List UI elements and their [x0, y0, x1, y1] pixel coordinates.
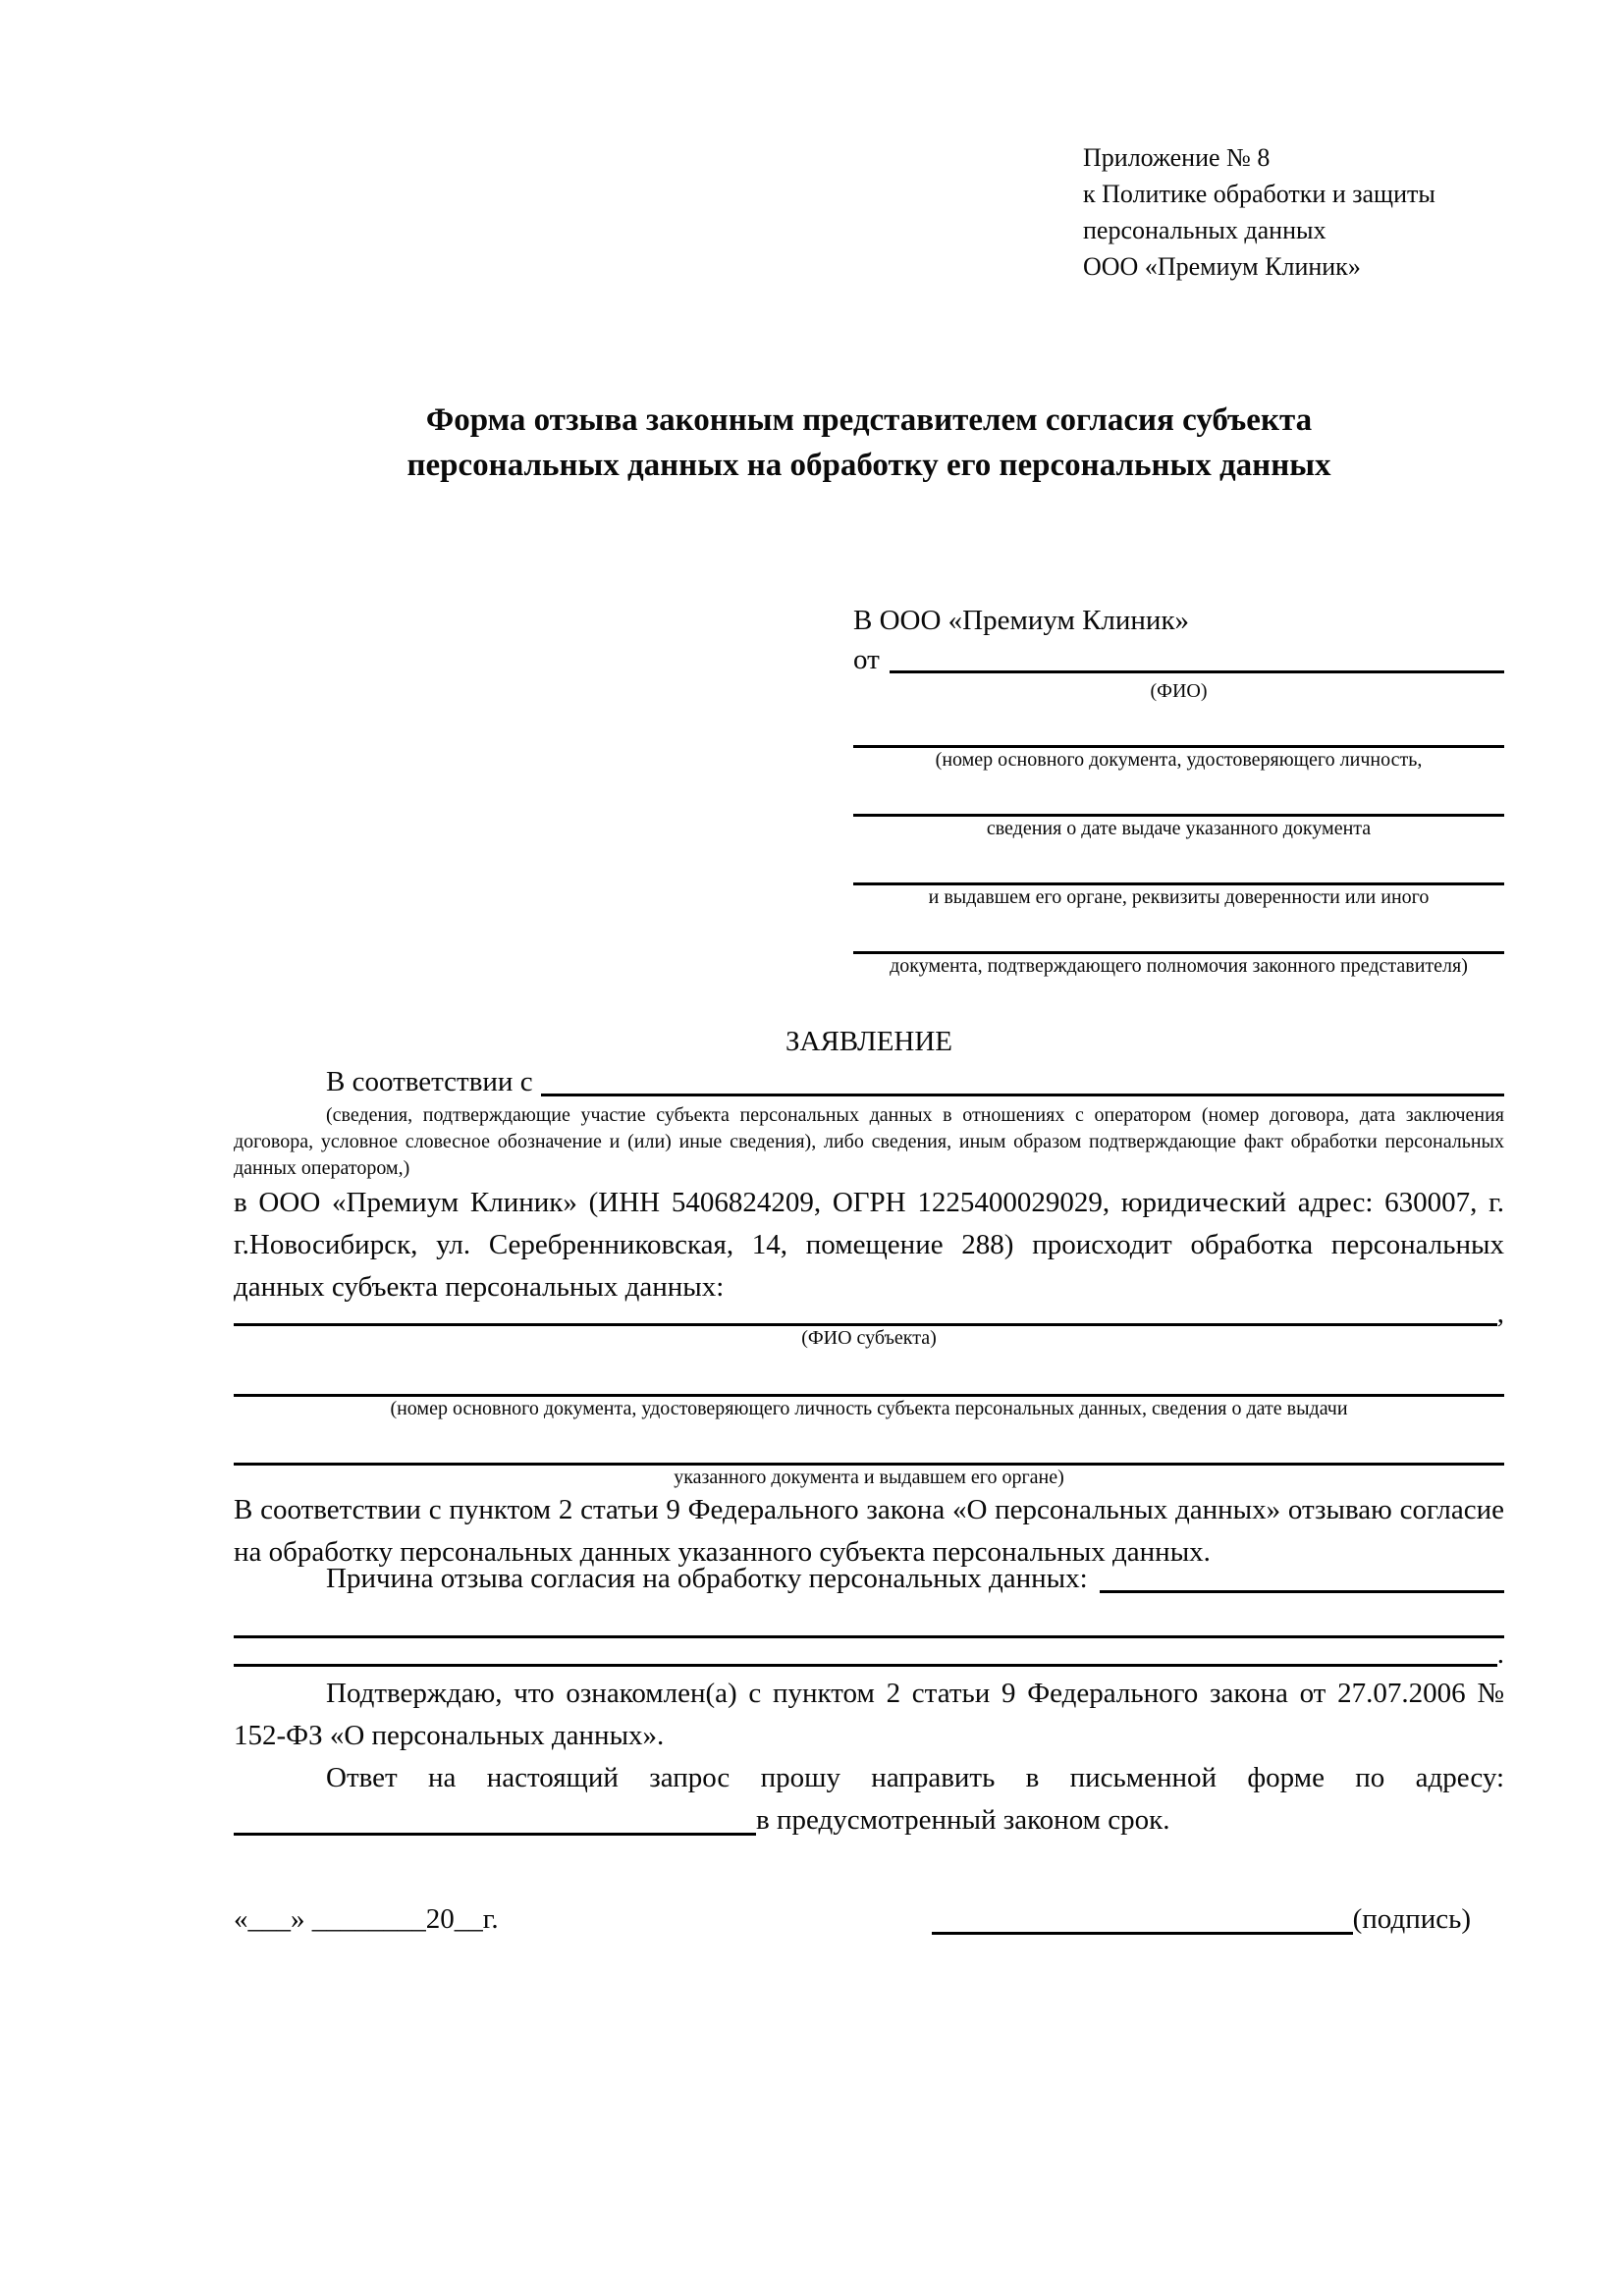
signature-row — [234, 1898, 1504, 1940]
representative-doc-field-2 — [853, 777, 1504, 840]
from-label: от — [853, 644, 880, 675]
reason-blank-field-2 — [234, 1638, 1504, 1670]
signature-caption: (подпись) — [1352, 1903, 1471, 1935]
statement-heading: ЗАЯВЛЕНИЕ — [785, 1026, 953, 1057]
signature-blank-line — [932, 1932, 1353, 1935]
reply-address-blank-line — [234, 1833, 756, 1836]
withdrawal-paragraph: В соответствии с пунктом 2 статьи 9 Федерального закона «О персональных данных» отзываю согласие на обработку персональных данных указанного субъекта персональных данных. — [234, 1494, 1504, 1568]
appendix-line-4: ООО «Премиум Клиник» — [1083, 252, 1361, 281]
reason-blank-line-2 — [234, 1664, 1497, 1667]
representative-doc-field-1 — [853, 709, 1504, 772]
representative-doc-caption-4: документа, подтверждающего полномочия законного представителя) — [890, 955, 1468, 977]
document-body — [234, 398, 1504, 1940]
representative-doc-field-4 — [853, 915, 1504, 978]
subject-doc-caption-1: (номер основного документа, удостоверяющего личность субъекта персональных данных, сведения о дате выдачи — [390, 1398, 1348, 1419]
representative-doc-blank-line-1 — [853, 709, 1504, 748]
subject-doc-field-2 — [234, 1424, 1504, 1466]
from-field — [853, 640, 1504, 679]
document-title: Форма отзыва законным представителем согласия субъекта персональных данных на обработку его персональных данных — [406, 402, 1331, 483]
representative-doc-caption-2: сведения о дате выдаче указанного документа — [986, 818, 1372, 839]
accordance-footnote: (сведения, подтверждающие участие субъекта персональных данных в отношениях с оператором (номер договора, дата заключения договора, условное словесное обозначение и (или) иные сведения), либо сведения, иным образом подтверждающие факт обработки персональных данных оператором,) — [234, 1104, 1504, 1179]
representative-doc-blank-line-4 — [853, 915, 1504, 954]
reason-blank-period: . — [1496, 1638, 1504, 1670]
appendix-note — [1083, 139, 1435, 285]
accordance-field — [234, 1061, 1504, 1102]
reason-blank-line-1 — [234, 1635, 1504, 1638]
representative-doc-blank-line-2 — [853, 777, 1504, 817]
reason-blank-field-1 — [234, 1613, 1504, 1638]
representative-doc-caption-3: и выдавшем его органе, реквизиты доверенности или иного — [928, 886, 1430, 908]
representative-doc-blank-line-3 — [853, 846, 1504, 885]
reason-field — [234, 1558, 1504, 1599]
appendix-line-2: к Политике обработки и защиты — [1083, 180, 1435, 208]
reason-blank-line-short — [1100, 1590, 1504, 1593]
representative-doc-caption-1: (номер основного документа, удостоверяющего личность, — [935, 749, 1423, 771]
recipient-block — [853, 601, 1504, 978]
reason-label: Причина отзыва согласия на обработку персональных данных: — [326, 1563, 1088, 1594]
date-field: «___» ________20__г. — [234, 1903, 499, 1935]
subject-doc-field-1 — [234, 1356, 1504, 1397]
subject-doc-caption-2: указанного документа и выдавшем его органе) — [674, 1467, 1064, 1488]
accordance-label: В соответствии с — [326, 1066, 533, 1097]
operator-paragraph: в ООО «Премиум Клиник» (ИНН 5406824209, ОГРН 1225400029029, юридический адрес: 630007, г. г.Новосибирск, ул. Серебренниковская, 14, помещение 288) происходит обработка персональных данных субъекта персональных данных: — [234, 1187, 1504, 1303]
from-fio-caption: (ФИО) — [1150, 680, 1208, 702]
reply-tail-text: в предусмотренный законом срок. — [756, 1804, 1170, 1836]
signature-field — [932, 1898, 1471, 1940]
representative-doc-field-3 — [853, 846, 1504, 909]
from-blank-line — [890, 670, 1504, 673]
appendix-line-1: Приложение № 8 — [1083, 143, 1271, 172]
reply-address-field — [234, 1799, 1504, 1842]
accordance-blank-line — [541, 1094, 1504, 1096]
appendix-line-3: персональных данных — [1083, 216, 1326, 244]
subject-fio-comma: , — [1496, 1298, 1504, 1329]
subject-fio-caption: (ФИО субъекта) — [801, 1327, 937, 1349]
subject-fio-field — [234, 1298, 1504, 1329]
reply-request-line: Ответ на настоящий запрос прошу направить в письменной форме по адресу: — [326, 1762, 1504, 1793]
confirmation-paragraph: Подтверждаю, что ознакомлен(а) с пунктом 2 статьи 9 Федерального закона от 27.07.2006 № 152-ФЗ «О персональных данных». — [234, 1678, 1504, 1751]
recipient-organization: В ООО «Премиум Клиник» — [853, 605, 1190, 636]
